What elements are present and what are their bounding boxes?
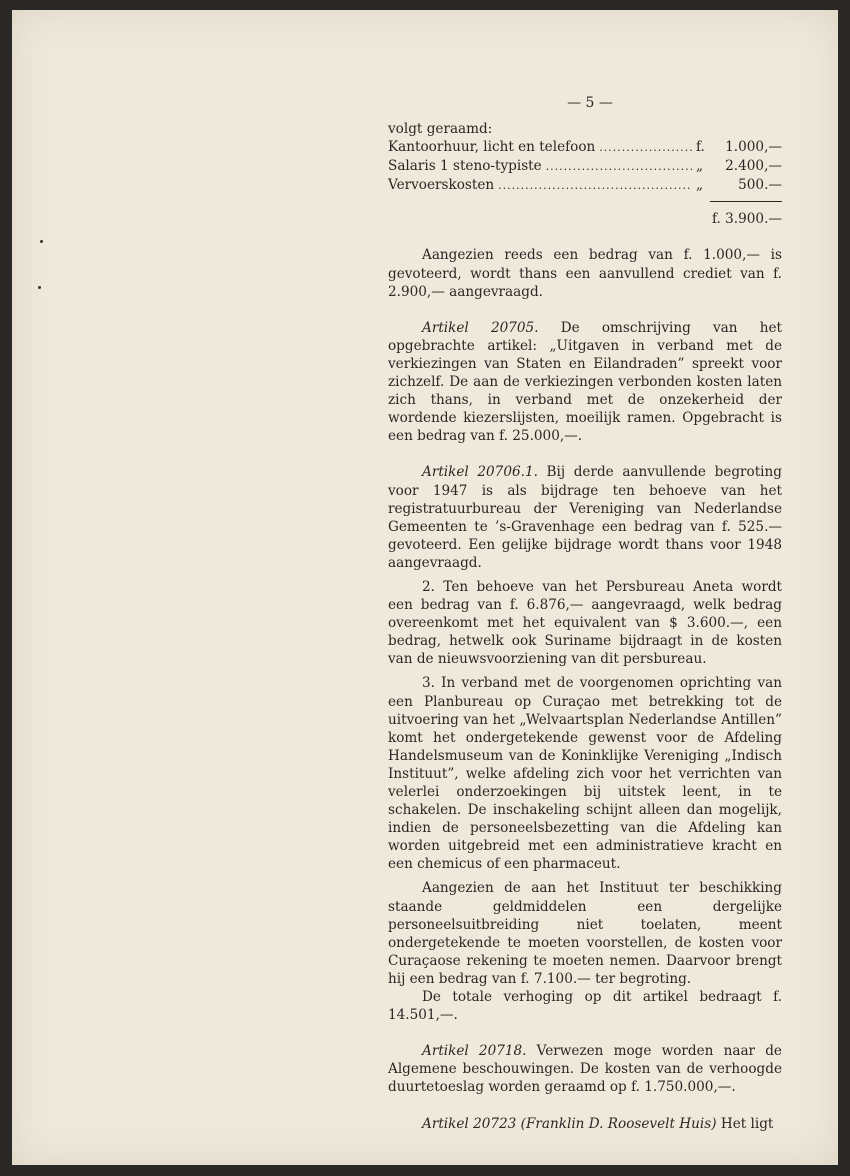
budget-row-label: Kantoorhuur, licht en telefoon: [388, 139, 596, 156]
budget-row-label: Salaris 1 steno-typiste: [388, 158, 542, 175]
budget-row: [388, 157, 782, 176]
leader-dots: [498, 177, 692, 195]
document-body: [388, 120, 782, 1133]
artikel-text: Bij derde aanvullende begroting voor 1947 is als bijdrage ten behoeve van het registratuurbureau der Vereniging van Nederlandse Gemeenten te ’s-Gravenhage een bedrag van f. 525.— gevoteerd. Een gelijke bijdrage wordt thans voor 1948 aangevraagd.: [388, 464, 782, 571]
budget-row-prefix: f.: [696, 139, 705, 156]
paragraph-artikel-20705: [388, 319, 782, 446]
artikel-label: Artikel 20718.: [422, 1043, 527, 1060]
budget-row: [388, 176, 782, 195]
budget-row-prefix: „: [696, 158, 704, 175]
paragraph-artikel-20706: [388, 463, 782, 572]
page-number: — 5 —: [567, 95, 613, 111]
leader-dots: [599, 139, 692, 157]
paper-speck: [38, 286, 41, 289]
paragraph-instituut: Aangezien de aan het Instituut ter beschikking staande geldmiddelen een dergelijke personeelsuitbreiding niet toelaten, meent ondergetekende te moeten voorstellen, de kosten voor Curaçaose rekening te moeten nemen. Daarvoor brengt hij een bedrag van f. 7.100.— ter begroting.: [388, 880, 782, 987]
sum-rule: [710, 201, 782, 202]
paper-speck: [40, 240, 43, 243]
budget-row-prefix: „: [696, 177, 704, 194]
budget-row-label: Vervoerskosten: [388, 177, 495, 194]
paragraph-item-3: 3. In verband met de voorgenomen oprichting van een Planbureau op Curaçao met betrekking tot de uitvoering van het „Welvaartsplan Nederlandse Antillen” komt het ondergetekende gewenst voor de Afdeling Handelsmuseum van de Koninklijke Vereniging „Indisch Instituut”, welke afdeling zich voor het verrichten van velerlei onderzoekingen bij uitstek leent, in te schakelen. De inschakeling schijnt alleen dan mogelijk, indien de personeelsbezetting van die Afdeling kan worden uitgebreid met een administratieve kracht en een chemicus of een pharmaceut.: [388, 675, 782, 873]
artikel-text: Het ligt: [716, 1115, 774, 1132]
artikel-text: De omschrijving van het opgebrachte artikel: „Uitgaven in verband met de verkiezingen van Staten en Eilandraden” spreekt voor zichzelf. De aan de verkiezingen verbonden kosten laten zich thans, in verband met de onzekerheid der wordende kiezerslijsten, moeilijk ramen. Opgebracht is een bedrag van f. 25.000,—.: [388, 319, 782, 445]
artikel-label: Artikel 20706.1.: [422, 464, 538, 481]
leader-dots: [546, 158, 692, 176]
budget-row-amount: 1.000,—: [725, 139, 782, 156]
artikel-label: Artikel 20705.: [422, 319, 539, 336]
artikel-label: Artikel 20723 (Franklin D. Roosevelt Huis): [422, 1115, 717, 1132]
paragraph-item-2: 2. Ten behoeve van het Persbureau Aneta wordt een bedrag van f. 6.876,— aangevraagd, welk bedrag overeenkomt met het equivalent van $ 3.600.—, een bedrag, hetwelk ook Suriname bijdraagt in de kosten van de nieuwsvoorziening van dit persbureau.: [388, 578, 782, 668]
budget-row: [388, 138, 782, 157]
paragraph-artikel-20718: [388, 1042, 782, 1096]
budget-intro: volgt geraamd:: [388, 121, 493, 137]
budget-row-amount: 500.—: [738, 177, 782, 194]
budget-row-amount: 2.400,—: [725, 158, 782, 175]
paragraph-artikel-20723: [388, 1115, 782, 1133]
artikel-text: Verwezen moge worden naar de Algemene beschouwingen. De kosten van de verhoogde duurtetoeslag worden geraamd op f. 1.750.000,—.: [388, 1043, 782, 1096]
paragraph-totale-verhoging: De totale verhoging op dit artikel bedraagt f. 14.501,—.: [388, 989, 782, 1024]
paragraph-aanvullend-crediet: Aangezien reeds een bedrag van f. 1.000,— is gevoteerd, wordt thans een aanvullend crediet van f. 2.900,— aangevraagd.: [388, 247, 782, 300]
budget-total: f. 3.900.—: [711, 211, 782, 228]
